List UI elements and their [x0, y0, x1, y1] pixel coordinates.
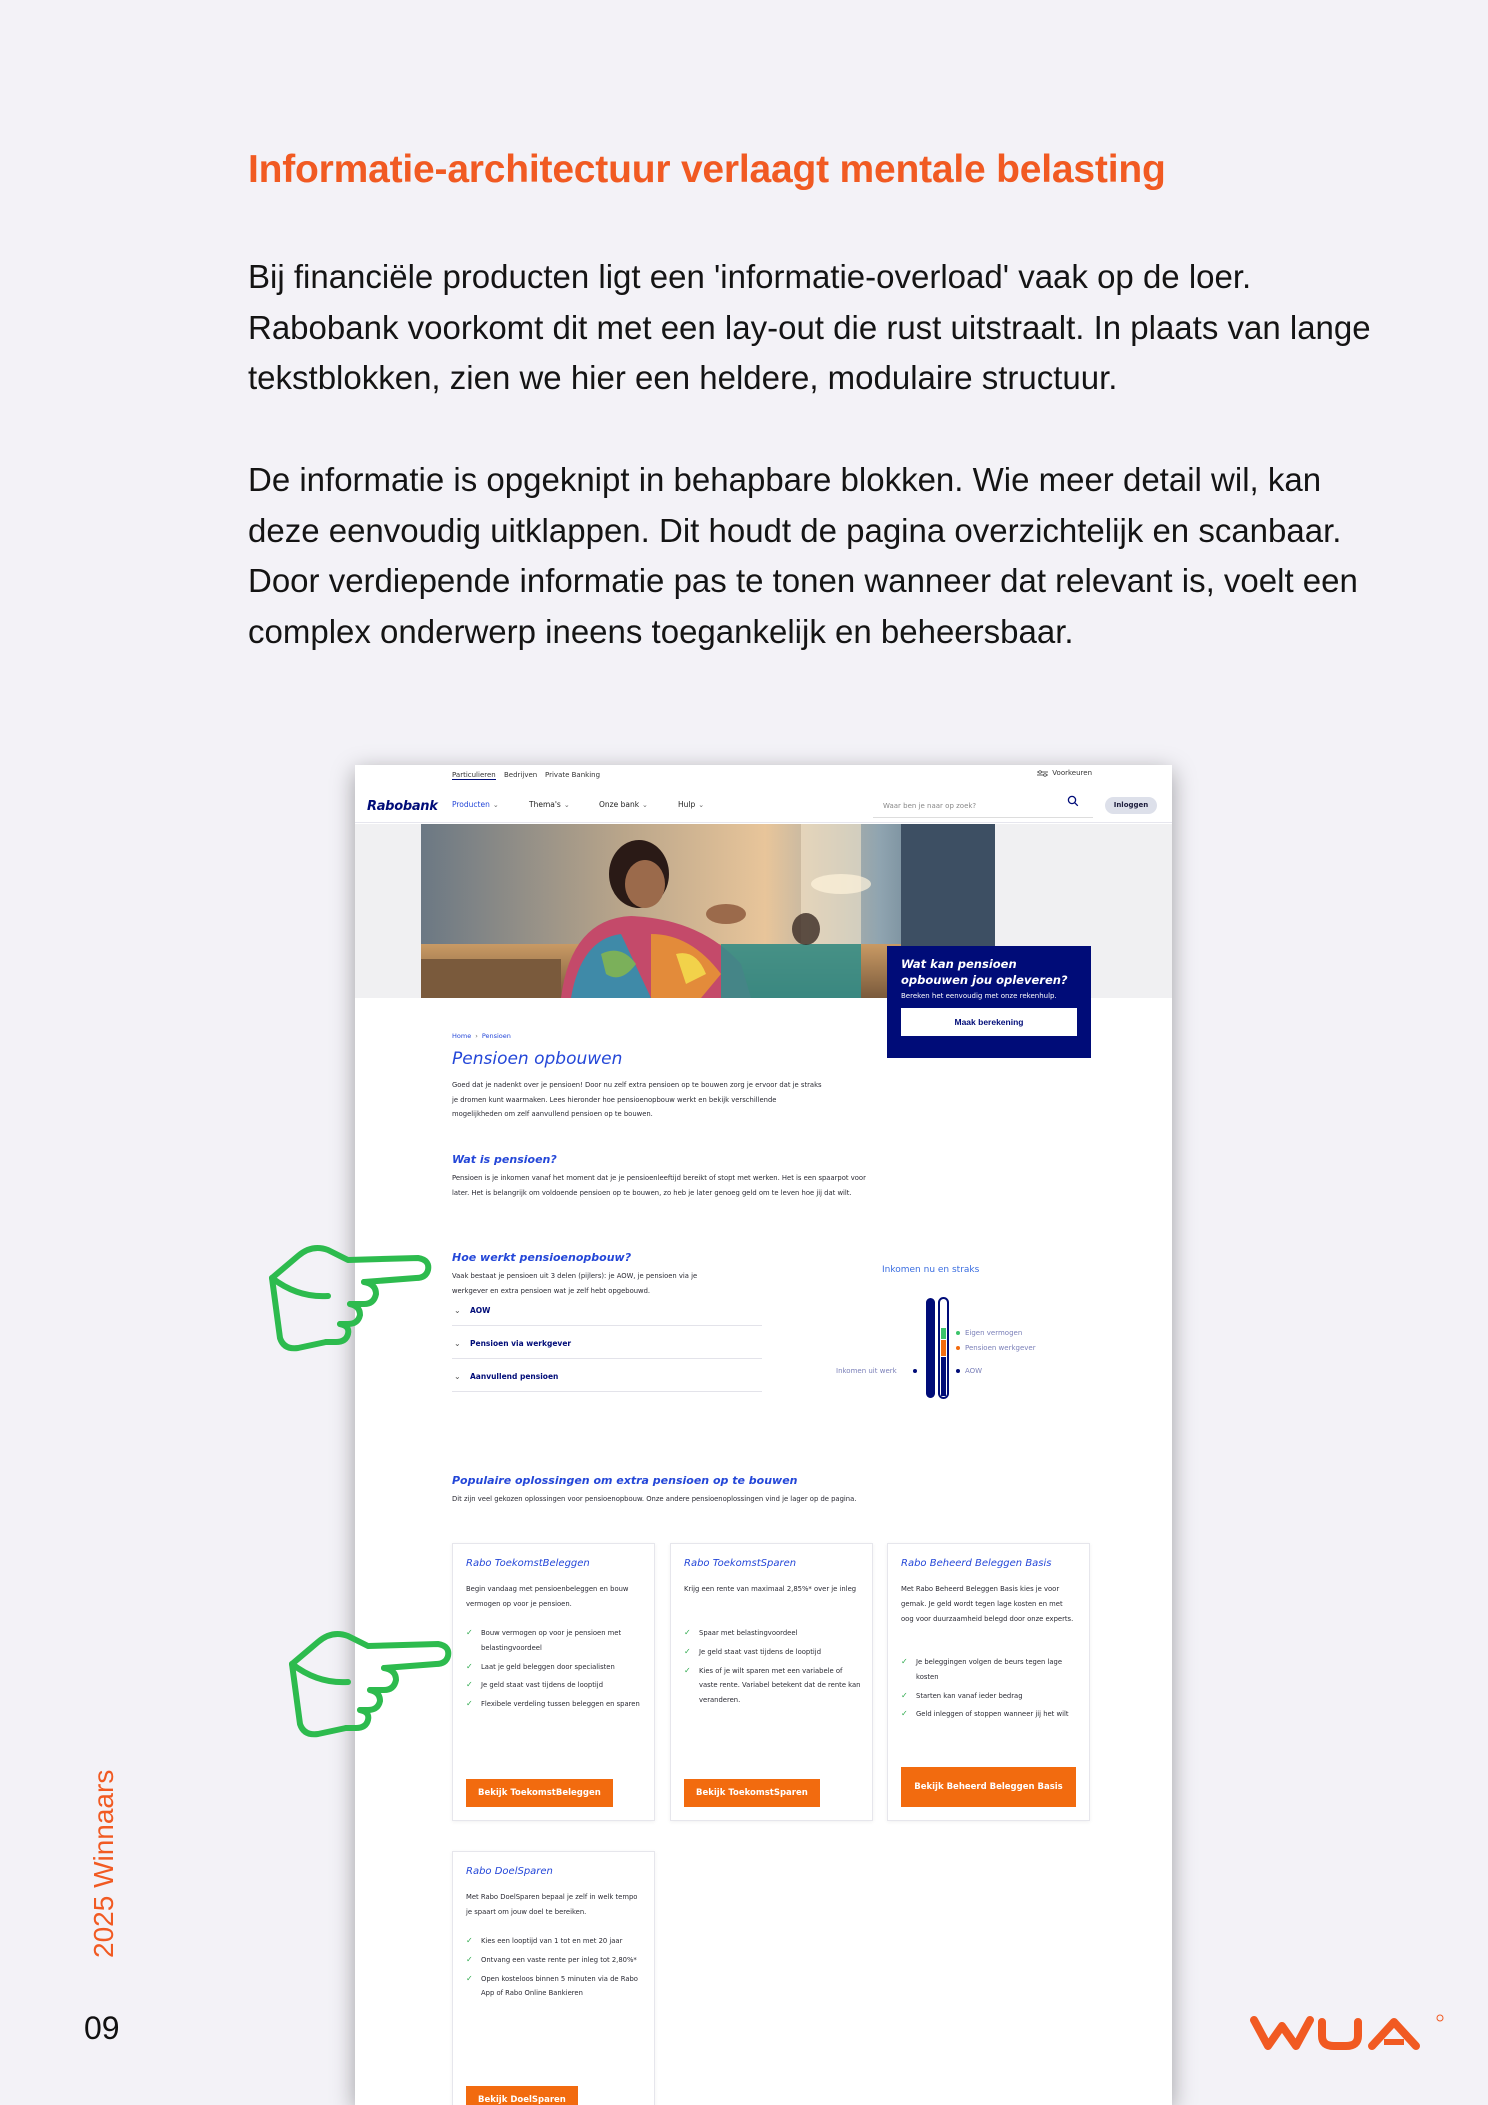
edition-label: 2025 Winnaars	[88, 1769, 119, 1958]
search-placeholder: Waar ben je naar op zoek?	[883, 802, 977, 810]
pointing-hand-icon	[288, 1624, 454, 1746]
income-chart-title: Inkomen nu en straks	[882, 1265, 980, 1275]
list-item	[684, 1645, 862, 1660]
check-icon: ✓	[466, 1936, 473, 1945]
list-item	[466, 1678, 644, 1693]
chevron-down-icon: ⌄	[642, 801, 648, 809]
article-paragraph-1: Bij financiële producten ligt een 'informatie-overload' vaak op de loer. Rabobank voorkomt dit met een lay-out die rust uitstraalt. In plaats van lange tekstblokken, zien we hier een heldere, modulaire structuur.	[248, 258, 1371, 396]
solutions-title: Populaire oplossingen om extra pensioen op te bouwen	[452, 1474, 798, 1487]
rabobank-screenshot	[355, 765, 1172, 2105]
chart-legend-pensioen-werkgever: Pensioen werkgever	[965, 1344, 1036, 1352]
product-card-doelsparen	[452, 1851, 655, 2105]
list-item	[466, 1697, 644, 1712]
chevron-down-icon: ⌄	[563, 801, 570, 809]
card-feature-list	[901, 1655, 1079, 1726]
breadcrumb-home[interactable]: Home	[452, 1032, 472, 1040]
check-icon: ✓	[466, 1954, 473, 1964]
tab-bedrijven[interactable]: Bedrijven	[504, 771, 538, 779]
legend-dot	[956, 1346, 960, 1350]
chart-legend-aow: AOW	[965, 1367, 983, 1375]
preferences-link[interactable]	[1037, 769, 1092, 777]
rabobank-logo[interactable]: Rabobank	[367, 799, 438, 814]
section-how-pension-works-text: Vaak bestaat je pensioen uit 3 delen (pijlers): je AOW, je pensioen via je werkgever en extra pensioen wat je zelf hebt opgebouwd.	[452, 1272, 698, 1295]
card-description: Krijg een rente van maximaal 2,85%* over je inleg	[684, 1585, 857, 1593]
list-item-text: Open kosteloos binnen 5 minuten via de Rabo App of Rabo Online Bankieren	[481, 1974, 638, 1998]
article-heading: Informatie-architectuur verlaagt mentale belasting	[248, 148, 1166, 191]
product-card-toekomstbeleggen	[452, 1543, 655, 1821]
breadcrumb-pensioen[interactable]: Pensioen	[481, 1032, 511, 1040]
intro-text: Goed dat je nadenkt over je pensioen! Door nu zelf extra pensioen op te bouwen zorg je ervoor dat je straks je dromen kunt waarmaken. Lees hieronder hoe pensioenopbouw werkt en bekijk verschillende mogelijkheden om zelf aanvullend pensioen op te bouwen.	[452, 1081, 822, 1118]
calculate-button[interactable]: Maak berekening	[901, 1008, 1077, 1036]
nav-label: Onze bank	[599, 800, 640, 809]
list-item-text: Je geld staat vast tijdens de looptijd	[699, 1647, 822, 1656]
accordion-label: Aanvullend pensioen	[470, 1372, 559, 1381]
section-what-is-pension-text: Pensioen is je inkomen vanaf het moment dat je je pensioenleeftijd bereikt of stopt met werken. Het is een spaarpot voor later. Het is belangrijk om voldoende pensioen op te bouwen, zo heb je later genoeg geld om te leven hoe jij dat wilt.	[452, 1174, 866, 1197]
nav-label: Producten	[452, 800, 490, 809]
legend-dot	[956, 1331, 960, 1335]
chevron-down-icon: ⌄	[698, 801, 705, 809]
list-item-text: Je geld staat vast tijdens de looptijd	[481, 1681, 604, 1690]
check-icon: ✓	[901, 1690, 908, 1700]
search-icon[interactable]	[1067, 795, 1079, 807]
main-nav	[355, 783, 1172, 823]
preferences-label: Voorkeuren	[1052, 769, 1092, 777]
tab-private-banking[interactable]: Private Banking	[545, 771, 601, 779]
product-card-toekomstsparen	[670, 1543, 873, 1821]
list-item	[901, 1707, 1079, 1722]
card-description: Met Rabo DoelSparen bepaal je zelf in welk tempo je spaart om jouw doel te bereiken.	[466, 1893, 638, 1916]
bar-segment-pensioen-werkgever	[941, 1340, 946, 1356]
chart-legend-eigen-vermogen: Eigen vermogen	[965, 1329, 1023, 1337]
check-icon: ✓	[901, 1709, 908, 1719]
chevron-down-icon: ⌄	[454, 1372, 461, 1381]
list-item-text: Je beleggingen volgen de beurs tegen lage kosten	[916, 1658, 1063, 1681]
legend-dot	[956, 1369, 960, 1373]
wua-logo	[1250, 2012, 1446, 2052]
chevron-down-icon: ⌄	[492, 801, 499, 809]
section-what-is-pension-title: Wat is pensioen?	[452, 1153, 557, 1166]
list-item-text: Laat je geld beleggen door specialisten	[481, 1662, 615, 1671]
card-cta-button[interactable]: Bekijk DoelSparen	[466, 2086, 578, 2105]
card-feature-list	[684, 1626, 862, 1712]
list-item	[466, 1953, 644, 1968]
list-item	[684, 1664, 862, 1708]
accordion-aanvullend-pensioen[interactable]	[452, 1364, 762, 1392]
page-title: Pensioen opbouwen	[452, 1049, 623, 1069]
check-icon: ✓	[684, 1665, 691, 1675]
card-title: Rabo Beheerd Beleggen Basis	[901, 1558, 1052, 1569]
nav-themas[interactable]	[529, 800, 570, 809]
check-icon: ✓	[466, 1973, 473, 1983]
check-icon: ✓	[466, 1699, 473, 1709]
list-item-text: Starten kan vanaf ieder bedrag	[916, 1691, 1023, 1700]
check-icon: ✓	[684, 1646, 691, 1656]
card-cta-button[interactable]: Bekijk Beheerd Beleggen Basis	[901, 1767, 1076, 1807]
list-item-text: Kies een looptijd van 1 tot en met 20 jaar	[481, 1937, 623, 1945]
chevron-right-icon: ›	[475, 1032, 478, 1040]
card-title: Rabo ToekomstBeleggen	[466, 1558, 590, 1569]
list-item	[466, 1660, 644, 1675]
chevron-down-icon: ⌄	[454, 1306, 461, 1315]
list-item	[466, 1626, 644, 1656]
pointing-hand-icon	[268, 1238, 434, 1360]
check-icon: ✓	[684, 1628, 691, 1637]
calculator-card	[887, 946, 1091, 1058]
card-feature-list	[466, 1626, 644, 1716]
list-item-text: Geld inleggen of stoppen wanneer jij het wilt	[916, 1710, 1069, 1719]
legend-dot	[913, 1369, 917, 1373]
list-item	[466, 1972, 644, 2002]
list-item	[901, 1689, 1079, 1704]
card-description: Begin vandaag met pensioenbeleggen en bouw vermogen op voor je pensioen.	[466, 1585, 629, 1608]
check-icon: ✓	[466, 1661, 473, 1671]
card-title: Rabo ToekomstSparen	[684, 1558, 797, 1569]
nav-hulp[interactable]	[678, 800, 704, 809]
section-how-pension-works-title: Hoe werkt pensioenopbouw?	[452, 1251, 632, 1264]
nav-onze-bank[interactable]	[599, 800, 648, 809]
chevron-down-icon: ⌄	[454, 1339, 461, 1348]
list-item	[466, 1934, 644, 1949]
solutions-text: Dit zijn veel gekozen oplossingen voor pensioenopbouw. Onze andere pensioenoplossingen vind je lager op de pagina.	[452, 1495, 857, 1503]
card-cta-button[interactable]: Bekijk ToekomstSparen	[684, 1779, 820, 1807]
list-item-text: Flexibele verdeling tussen beleggen en sparen	[481, 1700, 640, 1709]
card-feature-list	[466, 1934, 644, 2005]
page-number: 09	[84, 2010, 120, 2046]
check-icon: ✓	[466, 1680, 473, 1690]
breadcrumb	[452, 1032, 511, 1040]
accordion-label: Pensioen via werkgever	[470, 1339, 572, 1348]
bar-segment-aow	[941, 1357, 946, 1396]
login-button[interactable]: Inloggen	[1105, 797, 1157, 814]
nav-producten[interactable]	[452, 800, 499, 809]
sliders-icon	[1037, 770, 1048, 777]
bar-segment-eigen-vermogen	[941, 1328, 946, 1339]
accordion-label: AOW	[470, 1306, 491, 1315]
bar-now	[926, 1298, 935, 1398]
list-item-text: Spaar met belastingvoordeel	[699, 1629, 798, 1637]
calculator-subtitle: Bereken het eenvoudig met onze rekenhulp.	[901, 992, 1057, 1000]
list-item	[684, 1626, 862, 1641]
nav-label: Hulp	[678, 800, 696, 809]
list-item-text: Kies of je wilt sparen met een variabele of vaste rente. Variabel betekent dat de rente kan veranderen.	[699, 1666, 861, 1705]
check-icon: ✓	[901, 1657, 908, 1666]
list-item-text: Bouw vermogen op voor je pensioen met belastingvoordeel	[481, 1629, 622, 1652]
card-cta-button[interactable]: Bekijk ToekomstBeleggen	[466, 1779, 613, 1807]
chart-label-income-work: Inkomen uit werk	[836, 1367, 897, 1375]
card-description: Met Rabo Beheerd Beleggen Basis kies je voor gemak. Je geld wordt tegen lage kosten en met oog voor duurzaamheid belegd door onze experts.	[901, 1585, 1074, 1623]
product-card-beheerd-beleggen	[887, 1543, 1090, 1821]
calculator-title: Wat kan pensioen opbouwen jou opleveren?	[901, 957, 1068, 987]
list-item	[901, 1655, 1079, 1685]
check-icon: ✓	[466, 1628, 473, 1637]
accordion-aow[interactable]	[452, 1298, 762, 1326]
list-item-text: Ontvang een vaste rente per inleg tot 2,80%*	[481, 1955, 637, 1964]
search-input[interactable]	[873, 792, 1093, 818]
article-paragraph-2: De informatie is opgeknipt in behapbare blokken. Wie meer detail wil, kan deze eenvoudig uitklappen. Dit houdt de pagina overzichtelijk en scanbaar. Door verdiepende informatie pas te tonen wanneer dat relevant is, voelt een complex onderwerp ineens toegankelijk en beheersbaar.	[248, 461, 1358, 650]
nav-label: Thema's	[529, 800, 561, 809]
card-title: Rabo DoelSparen	[466, 1866, 553, 1877]
tab-particulieren[interactable]: Particulieren	[452, 771, 496, 779]
accordion-pensioen-werkgever[interactable]	[452, 1331, 762, 1359]
